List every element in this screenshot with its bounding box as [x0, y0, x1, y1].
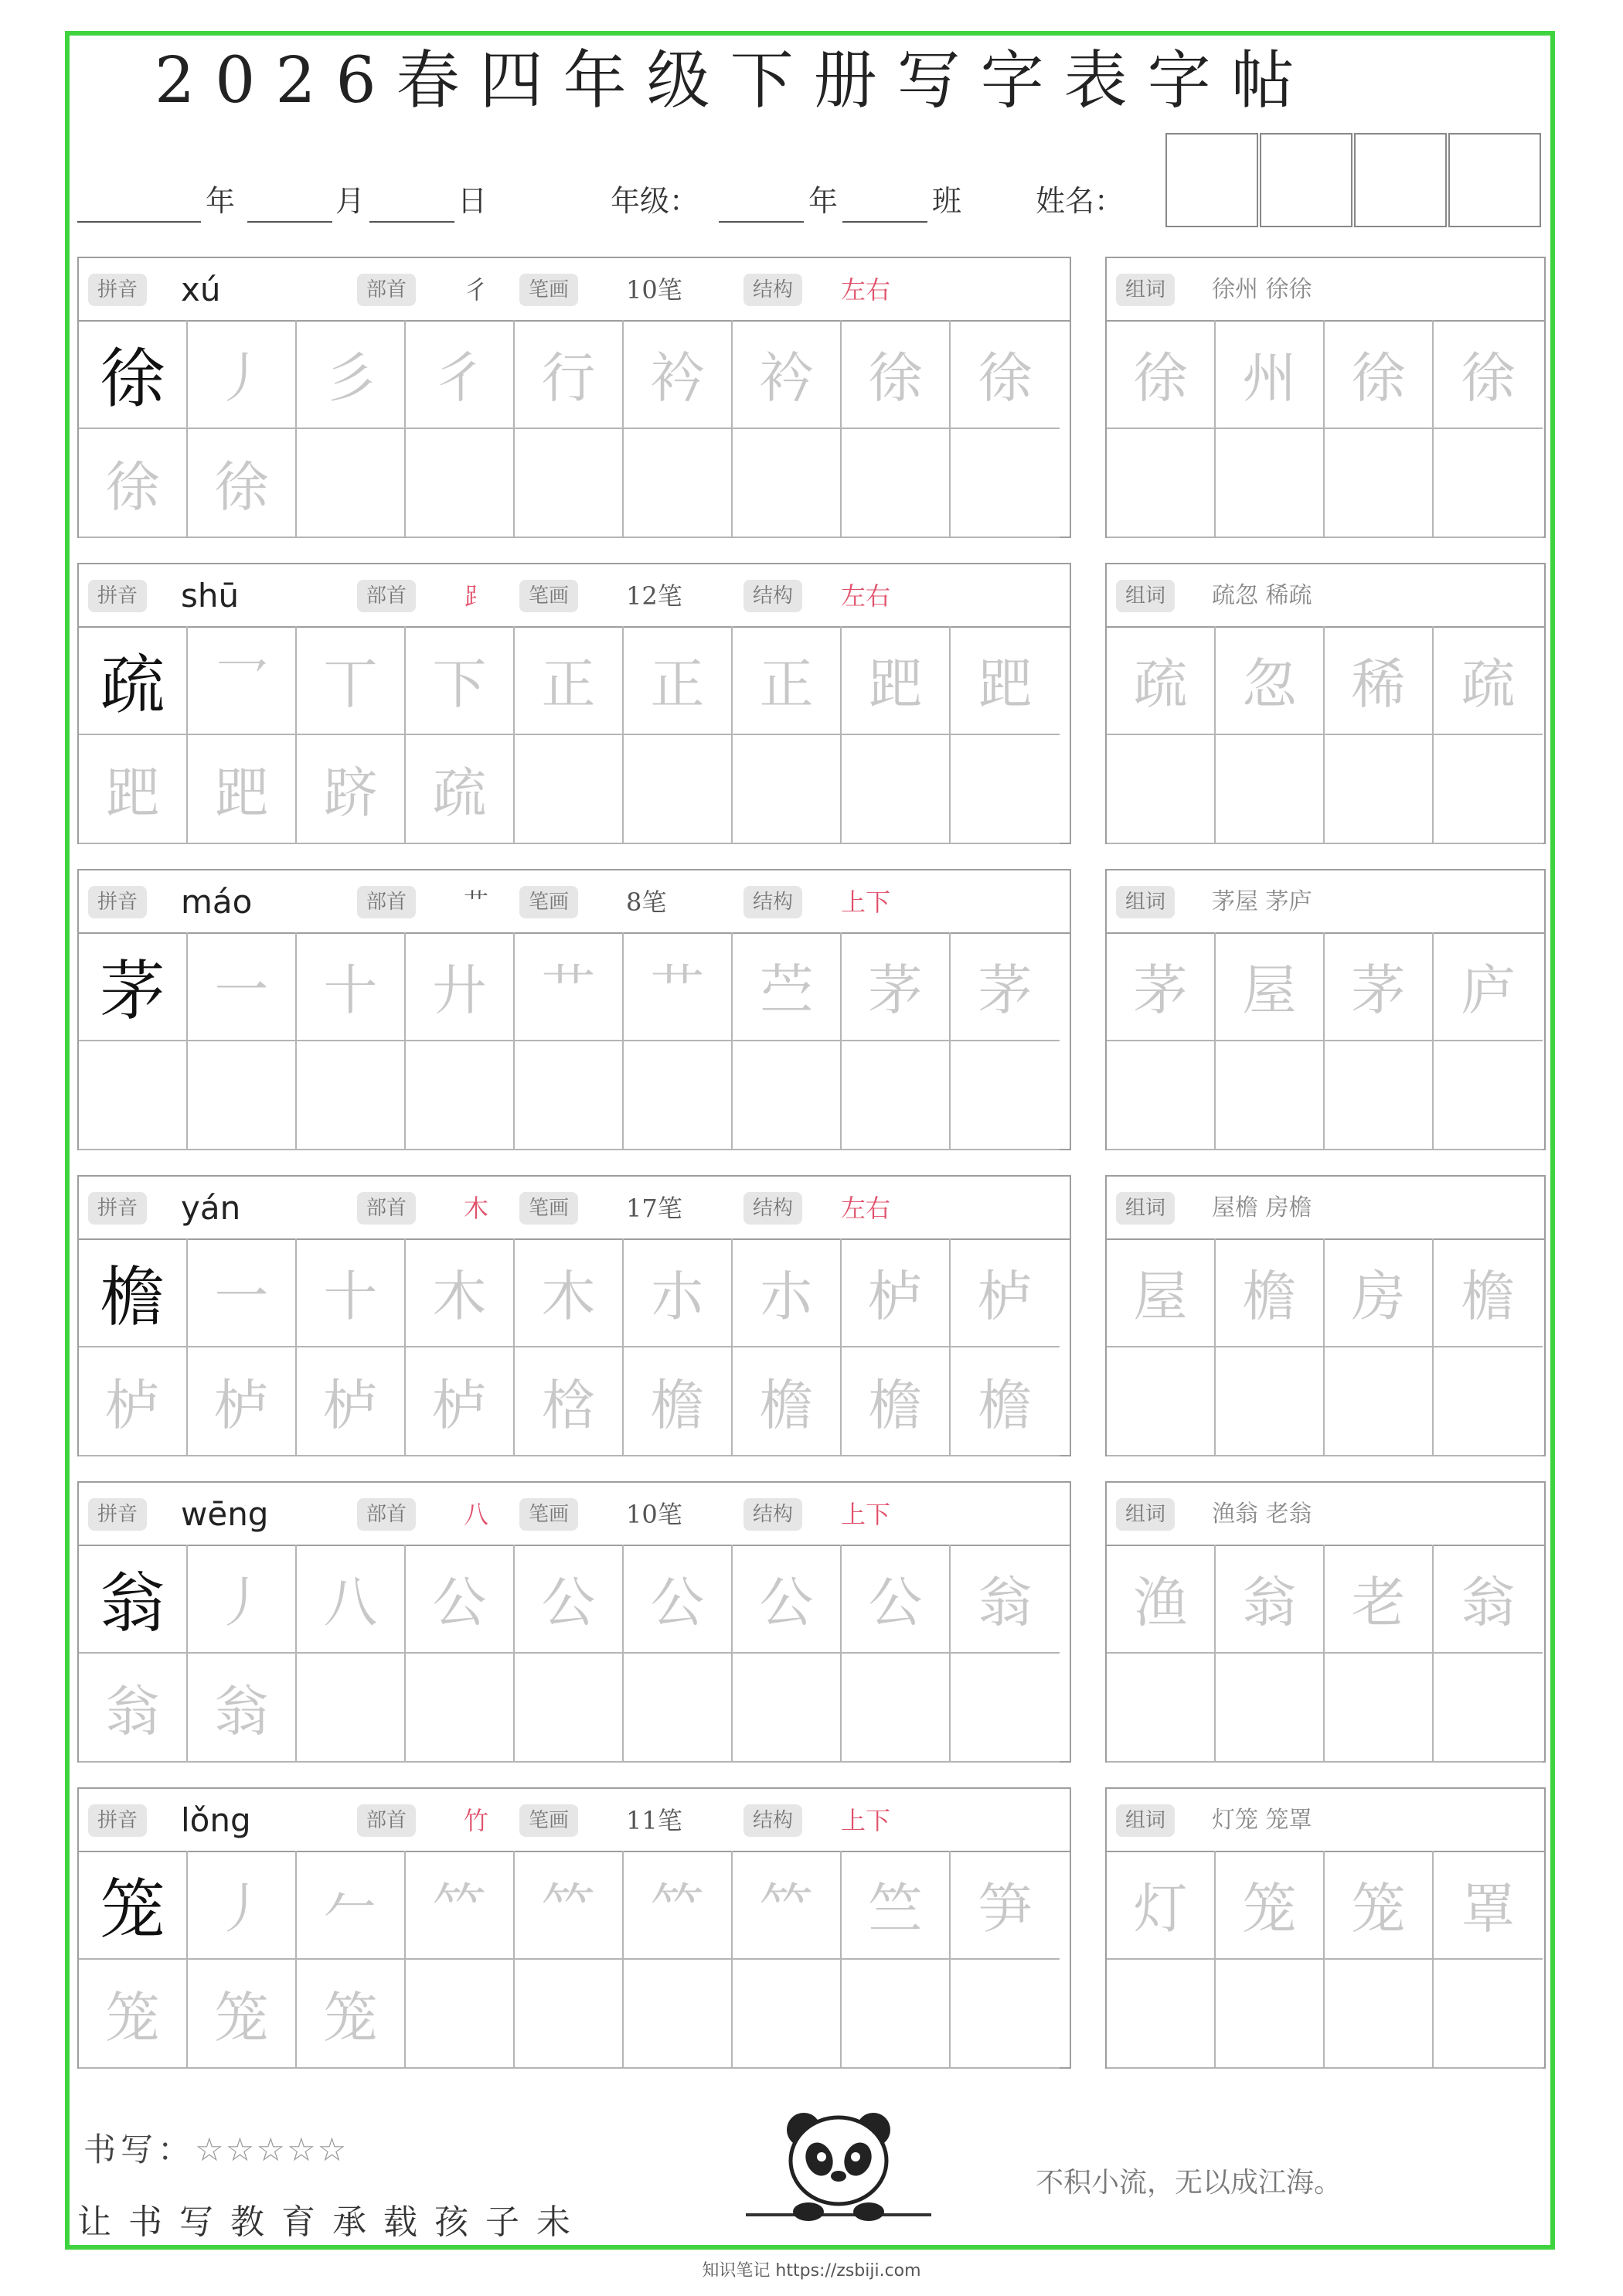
character-panel: [77, 1175, 1071, 1456]
word-practice-cell[interactable]: [1107, 1960, 1216, 2069]
word-trace-cell[interactable]: 屋: [1107, 1238, 1216, 1347]
practice-cell[interactable]: [297, 1654, 406, 1763]
practice-cell[interactable]: [733, 735, 842, 844]
structure-label: 结构: [743, 1192, 802, 1225]
stroke-order-cell[interactable]: 𥫗: [406, 1851, 515, 1960]
structure-label: 结构: [743, 274, 802, 306]
slogan: 让书写教育承载孩子未: [77, 2202, 587, 2242]
words-value: 灯笼 笼罩: [1212, 1807, 1312, 1834]
word-practice-cell[interactable]: [1325, 1654, 1434, 1763]
practice-cell[interactable]: [406, 1960, 515, 2069]
word-panel: [1105, 563, 1546, 844]
stroke-order-cell[interactable]: 正: [733, 626, 842, 735]
strokes-value: 17笔: [626, 1194, 682, 1223]
word-panel: [1105, 1175, 1546, 1456]
stroke-order-cell[interactable]: 徐: [951, 320, 1060, 429]
structure-label: 结构: [743, 580, 802, 612]
word-trace-cell[interactable]: 檐: [1434, 1238, 1543, 1347]
structure-value: 左右: [841, 275, 891, 305]
stroke-order-cell[interactable]: 竺: [842, 1851, 951, 1960]
grade-label: 年级：: [611, 184, 699, 218]
stroke-order-cell[interactable]: 丿: [188, 1545, 297, 1654]
grade-blank[interactable]: [719, 221, 804, 223]
stroke-order-cell[interactable]: 翁: [951, 1545, 1060, 1654]
source-footer: 知识笔记 https://zsbiji.com: [702, 2261, 921, 2281]
word-header: [1107, 1177, 1544, 1240]
grade-year-label: 年: [808, 184, 839, 218]
word-practice-cell[interactable]: [1325, 1960, 1434, 2069]
model-character: 檐: [79, 1238, 188, 1347]
stroke-order-cell[interactable]: 𥫗: [515, 1851, 624, 1960]
stroke-order-cell[interactable]: 栌: [842, 1238, 951, 1347]
word-trace-cell[interactable]: 灯: [1107, 1851, 1216, 1960]
structure-label: 结构: [743, 886, 802, 918]
radical-label: 部首: [357, 886, 416, 918]
word-trace-cell[interactable]: 笼: [1325, 1851, 1434, 1960]
practice-cell[interactable]: [842, 1654, 951, 1763]
word-practice-cell[interactable]: [1107, 1654, 1216, 1763]
name-box[interactable]: [1165, 133, 1258, 227]
stroke-order-cell[interactable]: 下: [406, 626, 515, 735]
word-panel: [1105, 1481, 1546, 1763]
practice-cell[interactable]: [406, 1654, 515, 1763]
stroke-order-cell[interactable]: 公: [624, 1545, 733, 1654]
radical-value: 彳: [464, 275, 489, 305]
stroke-order-cell[interactable]: 公: [515, 1545, 624, 1654]
word-trace-cell[interactable]: 笼: [1216, 1851, 1325, 1960]
strokes-label: 笔画: [519, 580, 578, 612]
stroke-order-cell[interactable]: 乛: [188, 626, 297, 735]
stroke-order-cell[interactable]: 梒: [515, 1347, 624, 1456]
radical-value: 艹: [464, 887, 489, 917]
practice-cell[interactable]: [515, 1960, 624, 2069]
word-practice-cell[interactable]: [1325, 429, 1434, 538]
word-trace-cell[interactable]: 疏: [1434, 626, 1543, 735]
strokes-value: 8笔: [626, 887, 667, 917]
word-trace-cell[interactable]: 庐: [1434, 932, 1543, 1041]
word-practice-cell[interactable]: [1325, 735, 1434, 844]
stroke-order-cell[interactable]: 一: [188, 1238, 297, 1347]
model-character: 徐: [79, 320, 188, 429]
words-label: 组词: [1116, 1192, 1175, 1225]
stroke-order-cell[interactable]: 笼: [79, 1960, 188, 2069]
word-trace-cell[interactable]: 檐: [1216, 1238, 1325, 1347]
character-panel: [77, 869, 1071, 1150]
stroke-order-cell[interactable]: 十: [297, 1238, 406, 1347]
practice-cell[interactable]: [297, 1041, 406, 1150]
strokes-label: 笔画: [519, 1804, 578, 1837]
name-box[interactable]: [1354, 133, 1447, 227]
model-character: 翁: [79, 1545, 188, 1654]
stroke-order-cell[interactable]: 跁: [188, 735, 297, 844]
word-header: [1107, 564, 1544, 628]
practice-cell[interactable]: [733, 429, 842, 538]
character-panel: [77, 257, 1071, 538]
word-practice-cell[interactable]: [1434, 1041, 1543, 1150]
word-practice-cell[interactable]: [1434, 735, 1543, 844]
character-header: [79, 1483, 1070, 1546]
pinyin-value: xú: [181, 271, 221, 308]
character-header: [79, 258, 1070, 322]
stroke-order-cell[interactable]: 檐: [733, 1347, 842, 1456]
model-character: 茅: [79, 932, 188, 1041]
pinyin-label: 拼音: [88, 1498, 147, 1531]
stroke-order-cell[interactable]: 茅: [951, 932, 1060, 1041]
practice-cell[interactable]: [297, 429, 406, 538]
radical-value: 八: [464, 1500, 489, 1529]
words-label: 组词: [1116, 1804, 1175, 1837]
stroke-order-cell[interactable]: 衿: [624, 320, 733, 429]
word-trace-cell[interactable]: 徐: [1107, 320, 1216, 429]
stroke-order-cell[interactable]: 茅: [842, 932, 951, 1041]
stroke-order-cell[interactable]: 艹: [515, 932, 624, 1041]
pinyin-value: lǒng: [181, 1801, 251, 1839]
stroke-order-cell[interactable]: 艹: [624, 932, 733, 1041]
word-practice-cell[interactable]: [1107, 429, 1216, 538]
structure-value: 上下: [841, 1500, 891, 1529]
word-trace-cell[interactable]: 翁: [1216, 1545, 1325, 1654]
radical-value: 木: [464, 1194, 489, 1223]
word-practice-cell[interactable]: [1434, 1654, 1543, 1763]
stroke-order-cell[interactable]: 跻: [297, 735, 406, 844]
month-label: 月: [335, 184, 366, 218]
stroke-order-cell[interactable]: 跁: [951, 626, 1060, 735]
practice-cell[interactable]: [515, 429, 624, 538]
word-practice-cell[interactable]: [1107, 1041, 1216, 1150]
practice-cell[interactable]: [733, 1654, 842, 1763]
stroke-order-cell[interactable]: 笼: [297, 1960, 406, 2069]
year-blank[interactable]: [77, 221, 201, 223]
pinyin-label: 拼音: [88, 886, 147, 918]
words-value: 屋檐 房檐: [1212, 1194, 1312, 1221]
stroke-order-cell[interactable]: 栌: [188, 1347, 297, 1456]
strokes-label: 笔画: [519, 1192, 578, 1225]
pinyin-label: 拼音: [88, 274, 147, 306]
words-label: 组词: [1116, 1498, 1175, 1531]
practice-cell[interactable]: [624, 1654, 733, 1763]
pinyin-value: máo: [181, 883, 253, 921]
stroke-order-cell[interactable]: 八: [297, 1545, 406, 1654]
practice-cell[interactable]: [624, 429, 733, 538]
strokes-label: 笔画: [519, 274, 578, 306]
stroke-order-cell[interactable]: 朩: [624, 1238, 733, 1347]
stroke-order-cell[interactable]: 十: [297, 932, 406, 1041]
word-practice-cell[interactable]: [1325, 1347, 1434, 1456]
practice-cell[interactable]: [188, 1041, 297, 1150]
practice-cell[interactable]: [515, 1041, 624, 1150]
class-blank[interactable]: [842, 221, 927, 223]
pinyin-label: 拼音: [88, 1192, 147, 1225]
character-header: [79, 1789, 1070, 1852]
strokes-label: 笔画: [519, 886, 578, 918]
name-box[interactable]: [1448, 133, 1541, 227]
word-header: [1107, 870, 1544, 934]
name-box[interactable]: [1260, 133, 1352, 227]
word-header: [1107, 1789, 1544, 1852]
stroke-order-cell[interactable]: 𥫗: [733, 1851, 842, 1960]
stroke-order-cell[interactable]: 栌: [79, 1347, 188, 1456]
pinyin-value: shū: [181, 577, 240, 615]
words-label: 组词: [1116, 580, 1175, 612]
stroke-order-cell[interactable]: 𠂉: [297, 1851, 406, 1960]
word-practice-cell[interactable]: [1434, 1960, 1543, 2069]
word-practice-cell[interactable]: [1216, 1347, 1325, 1456]
structure-value: 上下: [841, 887, 891, 917]
day-blank[interactable]: [369, 221, 454, 223]
word-trace-cell[interactable]: 稀: [1325, 626, 1434, 735]
practice-cell[interactable]: [624, 1041, 733, 1150]
stroke-order-cell[interactable]: 丿: [188, 320, 297, 429]
stroke-order-cell[interactable]: 彡: [297, 320, 406, 429]
word-header: [1107, 258, 1544, 322]
stroke-order-cell[interactable]: 徐: [79, 429, 188, 538]
page-title: 2026春四年级下册写字表字帖: [155, 44, 1315, 118]
student-info-row: [77, 178, 1159, 232]
stroke-order-cell[interactable]: 公: [842, 1545, 951, 1654]
stroke-order-cell[interactable]: 笼: [188, 1960, 297, 2069]
practice-cell[interactable]: [406, 1041, 515, 1150]
word-practice-cell[interactable]: [1216, 1041, 1325, 1150]
strokes-label: 笔画: [519, 1498, 578, 1531]
year-label: 年: [206, 184, 236, 218]
stroke-order-cell[interactable]: 徐: [188, 429, 297, 538]
stroke-order-cell[interactable]: 彳: [406, 320, 515, 429]
stroke-order-cell[interactable]: 跁: [842, 626, 951, 735]
radical-label: 部首: [357, 580, 416, 612]
stroke-order-cell[interactable]: 廾: [406, 932, 515, 1041]
pinyin-label: 拼音: [88, 580, 147, 612]
stroke-order-cell[interactable]: 一: [188, 932, 297, 1041]
model-character: 疏: [79, 626, 188, 735]
word-practice-cell[interactable]: [1216, 429, 1325, 538]
word-panel: [1105, 869, 1546, 1150]
character-header: [79, 564, 1070, 628]
structure-value: 左右: [841, 1194, 891, 1223]
writing-rating: [83, 2124, 348, 2171]
radical-label: 部首: [357, 1192, 416, 1225]
radical-label: 部首: [357, 1498, 416, 1531]
stroke-order-cell[interactable]: 翁: [79, 1654, 188, 1763]
words-label: 组词: [1116, 274, 1175, 306]
practice-cell[interactable]: [406, 429, 515, 538]
structure-label: 结构: [743, 1804, 802, 1837]
radical-value: ⻊: [464, 581, 489, 611]
class-label: 班: [932, 184, 962, 218]
stroke-order-cell[interactable]: 丿: [188, 1851, 297, 1960]
stroke-order-cell[interactable]: 公: [406, 1545, 515, 1654]
practice-cell[interactable]: [515, 735, 624, 844]
character-panel: [77, 1787, 1071, 2069]
word-trace-cell[interactable]: 老: [1325, 1545, 1434, 1654]
word-practice-cell[interactable]: [1434, 1347, 1543, 1456]
practice-cell[interactable]: [733, 1960, 842, 2069]
practice-cell[interactable]: [515, 1654, 624, 1763]
stroke-order-cell[interactable]: 栌: [951, 1238, 1060, 1347]
word-trace-cell[interactable]: 疏: [1107, 626, 1216, 735]
stroke-order-cell[interactable]: 栌: [406, 1347, 515, 1456]
radical-value: 竹: [464, 1806, 489, 1835]
word-panel: [1105, 1787, 1546, 2069]
name-label: 姓名：: [1036, 184, 1125, 218]
character-panel: [77, 1481, 1071, 1763]
stroke-order-cell[interactable]: 木: [515, 1238, 624, 1347]
stroke-order-cell[interactable]: 朩: [733, 1238, 842, 1347]
stroke-order-cell[interactable]: 正: [624, 626, 733, 735]
character-header: [79, 870, 1070, 934]
word-header: [1107, 1483, 1544, 1546]
quote: 不积小流，无以成江海。: [1036, 2167, 1342, 2199]
strokes-value: 10笔: [626, 1500, 682, 1529]
stroke-order-cell[interactable]: 笋: [951, 1851, 1060, 1960]
stroke-order-cell[interactable]: 木: [406, 1238, 515, 1347]
stroke-order-cell[interactable]: 丅: [297, 626, 406, 735]
structure-value: 左右: [841, 581, 891, 611]
word-practice-cell[interactable]: [1434, 429, 1543, 538]
practice-cell[interactable]: [842, 735, 951, 844]
character-header: [79, 1177, 1070, 1240]
practice-cell[interactable]: [951, 1654, 1060, 1763]
word-trace-cell[interactable]: 茅: [1107, 932, 1216, 1041]
panda-illustration: [742, 2099, 935, 2223]
word-practice-cell[interactable]: [1216, 1654, 1325, 1763]
pinyin-label: 拼音: [88, 1804, 147, 1837]
stroke-order-cell[interactable]: 檐: [842, 1347, 951, 1456]
stroke-order-cell[interactable]: 公: [733, 1545, 842, 1654]
stroke-order-cell[interactable]: 𥫗: [624, 1851, 733, 1960]
character-panel: [77, 563, 1071, 844]
stroke-order-cell[interactable]: 栌: [297, 1347, 406, 1456]
strokes-value: 11笔: [626, 1806, 682, 1835]
stroke-order-cell[interactable]: 翁: [188, 1654, 297, 1763]
pinyin-value: wēng: [181, 1495, 269, 1533]
stroke-order-cell[interactable]: 徐: [842, 320, 951, 429]
word-trace-cell[interactable]: 屋: [1216, 932, 1325, 1041]
pinyin-value: yán: [181, 1189, 241, 1227]
structure-value: 上下: [841, 1806, 891, 1835]
word-trace-cell[interactable]: 茅: [1325, 932, 1434, 1041]
practice-cell[interactable]: [842, 1041, 951, 1150]
word-trace-cell[interactable]: 州: [1216, 320, 1325, 429]
stroke-order-cell[interactable]: 衿: [733, 320, 842, 429]
stroke-order-cell[interactable]: 跁: [79, 735, 188, 844]
word-trace-cell[interactable]: 房: [1325, 1238, 1434, 1347]
words-value: 疏忽 稀疏: [1212, 582, 1312, 609]
practice-cell[interactable]: [842, 1960, 951, 2069]
practice-cell[interactable]: [624, 735, 733, 844]
stroke-order-cell[interactable]: 正: [515, 626, 624, 735]
word-panel: [1105, 257, 1546, 538]
practice-cell[interactable]: [951, 1041, 1060, 1150]
practice-cell[interactable]: [733, 1041, 842, 1150]
word-trace-cell[interactable]: 翁: [1434, 1545, 1543, 1654]
practice-cell[interactable]: [79, 1041, 188, 1150]
word-practice-cell[interactable]: [1216, 735, 1325, 844]
stroke-order-cell[interactable]: 疏: [406, 735, 515, 844]
words-value: 茅屋 茅庐: [1212, 888, 1312, 915]
writing-label: 书写：: [83, 2131, 196, 2168]
word-practice-cell[interactable]: [1216, 1960, 1325, 2069]
word-practice-cell[interactable]: [1107, 1347, 1216, 1456]
words-label: 组词: [1116, 886, 1175, 918]
word-trace-cell[interactable]: 徐: [1434, 320, 1543, 429]
word-practice-cell[interactable]: [1107, 735, 1216, 844]
stroke-order-cell[interactable]: 檐: [951, 1347, 1060, 1456]
month-blank[interactable]: [247, 221, 332, 223]
star-rating[interactable]: ☆☆☆☆☆: [195, 2131, 349, 2168]
strokes-value: 12笔: [626, 581, 682, 611]
stroke-order-cell[interactable]: 檐: [624, 1347, 733, 1456]
practice-cell[interactable]: [624, 1960, 733, 2069]
practice-cell[interactable]: [951, 429, 1060, 538]
radical-label: 部首: [357, 274, 416, 306]
word-trace-cell[interactable]: 罩: [1434, 1851, 1543, 1960]
day-label: 日: [458, 184, 488, 218]
words-value: 渔翁 老翁: [1212, 1501, 1312, 1528]
practice-cell[interactable]: [951, 735, 1060, 844]
word-trace-cell[interactable]: 忽: [1216, 626, 1325, 735]
word-practice-cell[interactable]: [1325, 1041, 1434, 1150]
word-trace-cell[interactable]: 渔: [1107, 1545, 1216, 1654]
stroke-order-cell[interactable]: 苎: [733, 932, 842, 1041]
radical-label: 部首: [357, 1804, 416, 1837]
practice-cell[interactable]: [951, 1960, 1060, 2069]
strokes-value: 10笔: [626, 275, 682, 305]
model-character: 笼: [79, 1851, 188, 1960]
practice-cell[interactable]: [842, 429, 951, 538]
words-value: 徐州 徐徐: [1212, 276, 1312, 303]
structure-label: 结构: [743, 1498, 802, 1531]
word-trace-cell[interactable]: 徐: [1325, 320, 1434, 429]
stroke-order-cell[interactable]: 行: [515, 320, 624, 429]
